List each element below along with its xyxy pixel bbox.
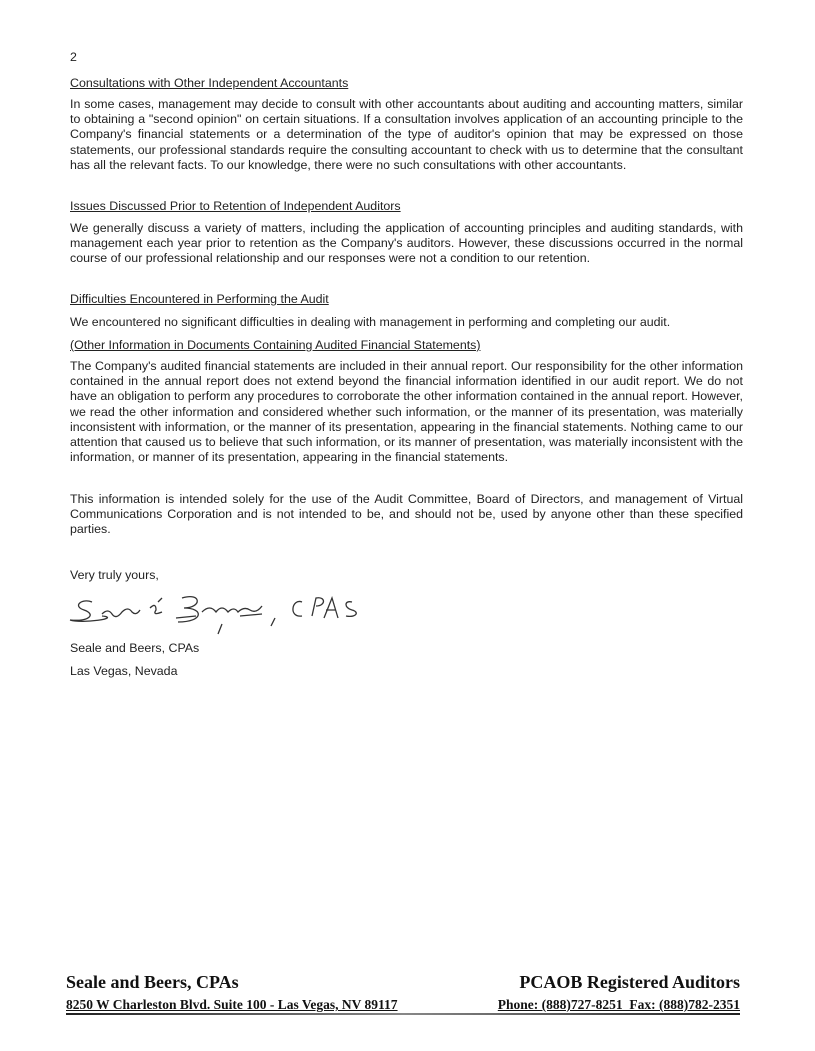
- section-heading: Difficulties Encountered in Performing the Audit: [70, 292, 329, 306]
- footer-registration: PCAOB Registered Auditors: [519, 972, 740, 992]
- section-body: We generally discuss a variety of matters, including the application of accounting principles and auditing standards, with management each year prior to retention as the Company's auditors. However, these discussions occurred in the normal course of our professional relationship and our responses were not a condition to our retention.: [70, 221, 743, 266]
- signer-name: Seale and Beers, CPAs: [70, 641, 200, 655]
- closing-paragraph: This information is intended solely for the use of the Audit Committee, Board of Directors, and management of Virtual Communications Corporation and is not intended to be, and should not be, used by anyone other than these specified parties.: [70, 492, 743, 537]
- signature-image: [62, 588, 402, 638]
- salutation: Very truly yours,: [70, 568, 159, 582]
- signer-location: Las Vegas, Nevada: [70, 664, 178, 678]
- section-heading: Issues Discussed Prior to Retention of Independent Auditors: [70, 199, 401, 213]
- footer-rule: [66, 1013, 740, 1015]
- section-body: In some cases, management may decide to consult with other accountants about auditing and accounting matters, similar to obtaining a "second opinion" on certain situations. If a consultation involves application of an accounting principle to the Company's financial statements or a determination of the type of auditor's opinion that may be expressed on those statements, our professional standards require the consulting accountant to check with us to determine that the consultant has all the relevant facts. To our knowledge, there were no such consultations with other accountants.: [70, 97, 743, 172]
- section-heading: Consultations with Other Independent Accountants: [70, 76, 349, 90]
- footer-address: 8250 W Charleston Blvd. Suite 100 - Las Vegas, NV 89117: [66, 997, 398, 1012]
- footer-contact: Phone: (888)727-8251 Fax: (888)782-2351: [497, 997, 740, 1012]
- page-number: 2: [70, 50, 77, 64]
- section-body: We encountered no significant difficulties in dealing with management in performing and completing our audit.: [70, 315, 671, 329]
- section-heading: (Other Information in Documents Containing Audited Financial Statements): [70, 338, 481, 352]
- section-body: The Company's audited financial statements are included in their annual report. Our responsibility for the other information contained in the annual report does not extend beyond the financial information identified in our audit report. We do not have an obligation to perform any procedures to corroborate the other information contained in the annual report. However, we read the other information and considered whether such information, or the manner of its presentation, was materially inconsistent with information, or the manner of its presentation, appearing in the financial statements. Nothing came to our attention that caused us to believe that such information, or its manner of presentation, was materially inconsistent with the information, or manner of its presentation, appearing in the financial statements.: [70, 359, 743, 465]
- footer-firm: Seale and Beers, CPAs: [66, 972, 239, 992]
